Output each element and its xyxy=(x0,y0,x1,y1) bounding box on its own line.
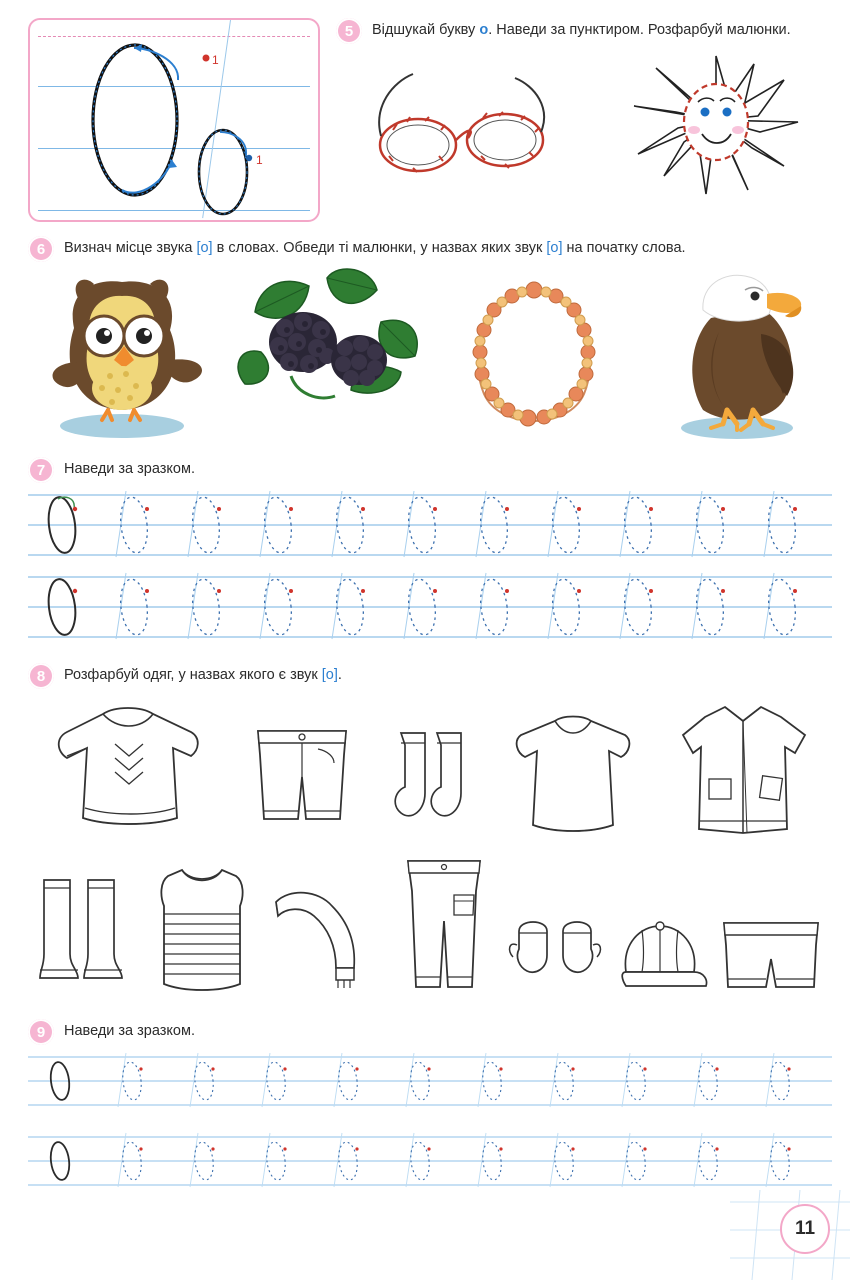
exercise-5-instruction xyxy=(372,18,791,41)
striped-tanktop-picture[interactable] xyxy=(140,856,265,1001)
exercise-9-number: 9 xyxy=(28,1019,54,1045)
sweater-picture[interactable] xyxy=(41,700,216,845)
exercise-7-number: 7 xyxy=(28,457,54,483)
instruction-part-before: Відшукай букву xyxy=(372,22,480,38)
shorts-picture[interactable] xyxy=(242,715,362,845)
sound-label: [о] xyxy=(196,240,213,256)
mittens-picture[interactable] xyxy=(505,911,605,1001)
exercise-9 xyxy=(28,1019,832,1198)
exercise-5-pictures xyxy=(336,50,832,200)
exercise-7-instruction: Наведи за зразком. xyxy=(64,461,195,477)
exercise-8 xyxy=(28,663,832,1001)
beads-necklace-picture[interactable] xyxy=(444,268,624,443)
sound-label: [о] xyxy=(546,240,563,256)
exercise-5-number: 5 xyxy=(336,18,362,44)
page-number: 11 xyxy=(780,1204,830,1254)
exercise-8-header xyxy=(28,663,832,689)
swim-shorts-picture[interactable] xyxy=(714,911,829,1001)
exercise-6-number: 6 xyxy=(28,236,54,262)
exercise-5-header xyxy=(336,18,832,44)
exercise-9-header xyxy=(28,1019,832,1045)
exercise-8-clothes xyxy=(28,695,832,1001)
sun-face-picture xyxy=(626,50,806,200)
exercise-6-instruction xyxy=(64,236,686,259)
blackberry-picture[interactable] xyxy=(231,268,426,443)
writing-lines-9[interactable] xyxy=(28,1053,832,1198)
trousers-picture[interactable] xyxy=(390,851,500,1001)
exercise-6-pictures xyxy=(28,268,832,443)
letter-demo-box xyxy=(28,18,320,222)
svg-text:1: 1 xyxy=(212,53,219,67)
sound-label: [о] xyxy=(321,667,338,683)
instruction-part-middle: в словах. Обведи ті малюнки, у назвах яких звук xyxy=(212,240,547,256)
instruction-part-before: Визнач місце звука xyxy=(64,240,197,256)
exercise-6 xyxy=(28,236,832,443)
exercise-8-instruction xyxy=(64,663,342,686)
exercise-6-header xyxy=(28,236,832,262)
owl-picture[interactable] xyxy=(34,268,214,443)
cap-picture[interactable] xyxy=(610,916,710,1001)
svg-text:1: 1 xyxy=(256,153,263,167)
writing-lines-7[interactable] xyxy=(28,491,832,641)
socks-picture[interactable] xyxy=(387,715,477,845)
exercise-7 xyxy=(28,457,832,641)
instruction-part-before: Розфарбуй одяг, у назвах якого є звук xyxy=(64,667,322,683)
instruction-part-after: . xyxy=(337,667,342,683)
glasses-picture xyxy=(363,60,573,190)
exercise-5 xyxy=(28,18,832,222)
tshirt-picture[interactable] xyxy=(503,705,643,845)
exercise-7-writing-grid[interactable] xyxy=(28,491,832,641)
letter-o-demo-drawing xyxy=(30,20,318,220)
jacket-picture[interactable] xyxy=(669,695,819,845)
target-letter: о xyxy=(479,22,489,38)
instruction-part-after: на початку слова. xyxy=(562,240,686,256)
exercise-7-header xyxy=(28,457,832,483)
exercise-9-instruction: Наведи за зразком. xyxy=(64,1023,195,1039)
eagle-picture[interactable] xyxy=(641,268,826,443)
instruction-part-after: . Наведи за пунктиром. Розфарбуй малюнки. xyxy=(488,22,791,38)
exercise-8-number: 8 xyxy=(28,663,54,689)
exercise-9-writing-grid[interactable] xyxy=(28,1053,832,1198)
clothes-row-1 xyxy=(28,695,832,845)
clothes-row-2 xyxy=(28,851,832,1001)
boots-picture[interactable] xyxy=(30,866,135,1001)
scarf-picture[interactable] xyxy=(270,876,385,1001)
